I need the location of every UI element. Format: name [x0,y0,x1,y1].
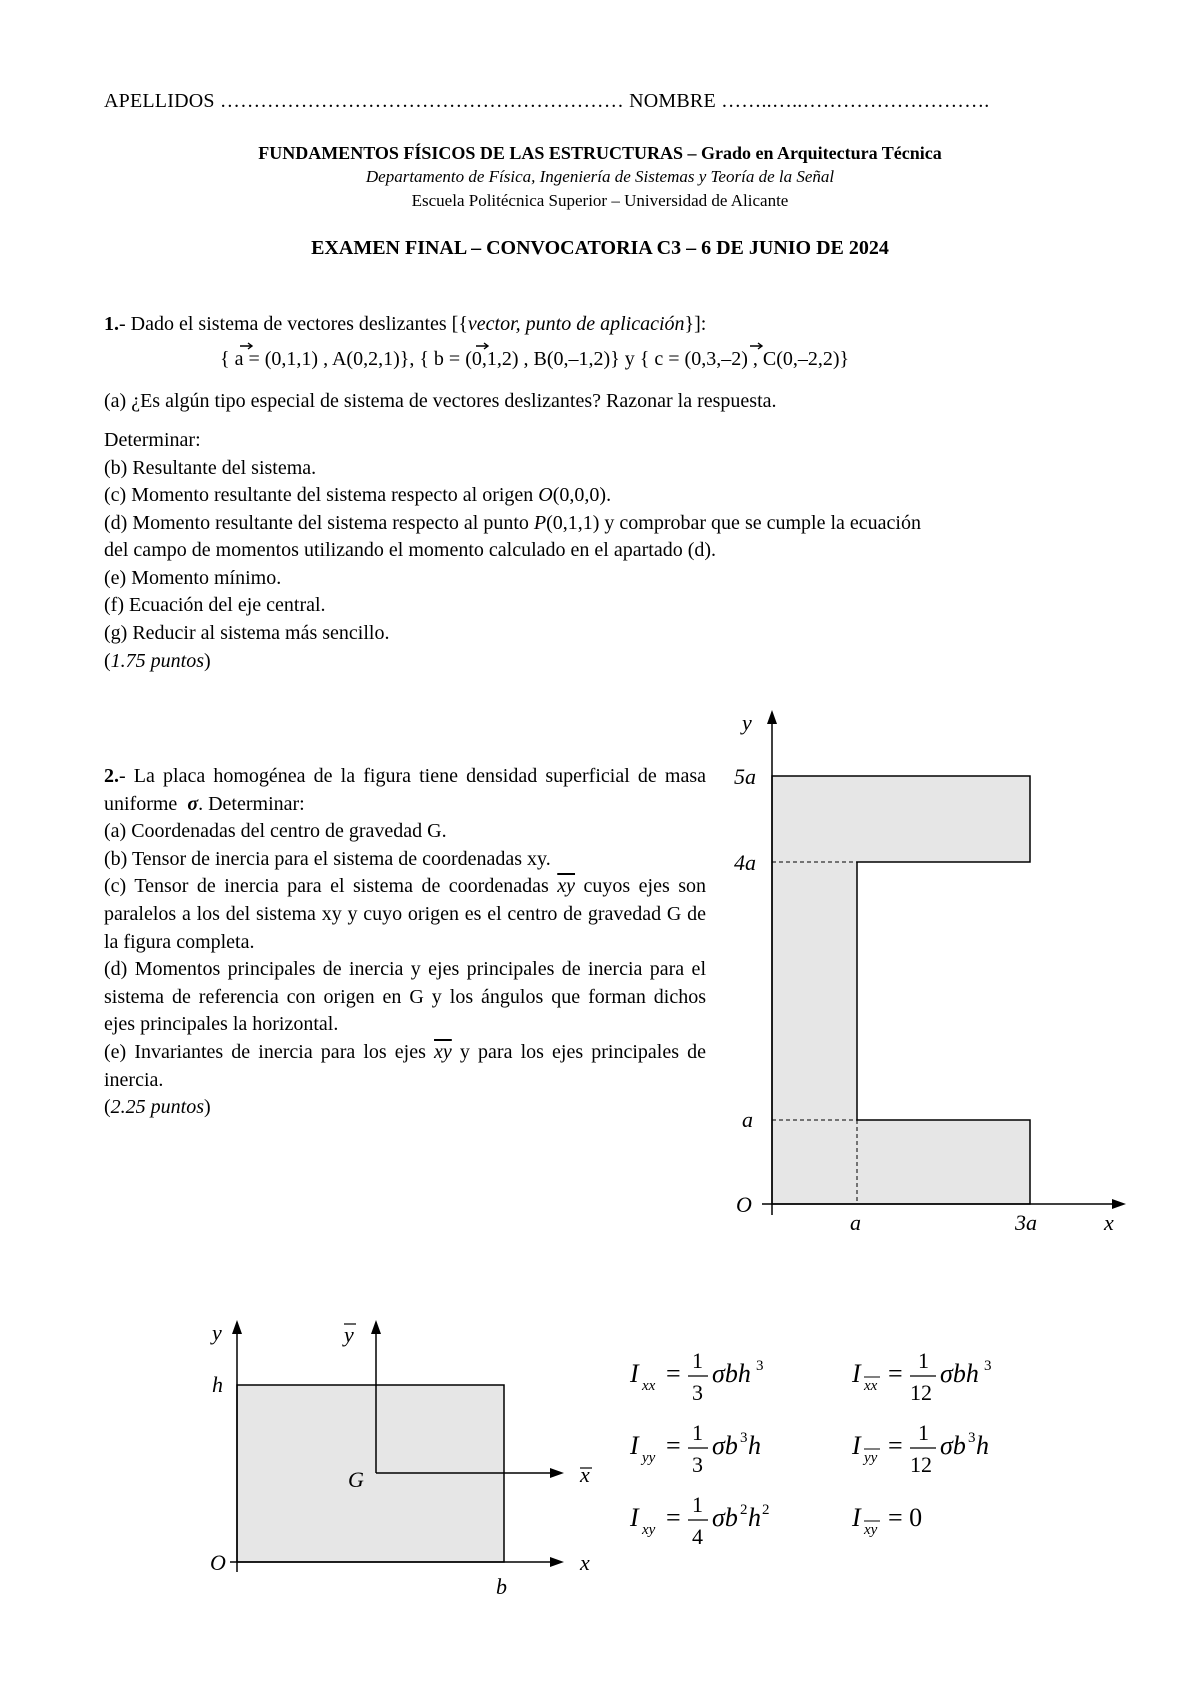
q1-part-d2: del campo de momentos utilizando el momento calculado en el apartado (d). [104,539,717,561]
q2-part-d: (d) Momentos principales de inercia y ejes principales de inercia para el sistema de referencia con origen en G y los ángulos que forman dichos ejes principales la horizontal. [104,958,706,1036]
apellidos-label: APELLIDOS [104,90,215,112]
svg-text:xy: xy [864,1522,878,1538]
svg-text:xx: xx [864,1378,878,1394]
y-axis-arrow-icon [767,710,777,724]
figure-rectangle [200,1310,610,1600]
svg-text:3: 3 [968,1430,976,1446]
svg-text:2: 2 [762,1502,770,1518]
arrow-a-icon [240,343,252,349]
svg-text:I: I [630,1503,639,1532]
q1-determine: Determinar: [104,429,201,451]
q1-part-e: (e) Momento mínimo. [104,567,282,589]
svg-text:I: I [852,1359,861,1388]
exam-title: EXAMEN FINAL – CONVOCATORIA C3 – 6 DE JUNIO DE 2024 [311,237,889,259]
svg-text:4: 4 [692,1524,703,1549]
fig1-a-x: a [850,1210,861,1235]
svg-text:1: 1 [692,1348,703,1373]
fig2-O-label: O [210,1550,226,1575]
svg-text:=: = [666,1359,681,1388]
nombre-label: NOMBRE [629,90,716,112]
formula-ixy-bar [851,1503,922,1538]
fig1-y-label: y [742,710,752,735]
q1-part-g: (g) Reducir al sistema más sencillo. [104,622,390,644]
svg-text:xy: xy [642,1522,656,1538]
fig2-h-label: h [212,1372,223,1397]
svg-text:I: I [852,1431,861,1460]
fig1-a-y: a [742,1107,753,1132]
svg-text:1: 1 [692,1492,703,1517]
q1-part-b: (b) Resultante del sistema. [104,457,317,479]
formula-ixx-bar [851,1348,992,1405]
nombre-dots: ……..…..………………………. [721,90,990,112]
apellidos-dots: …………………………………………………… [219,90,624,112]
formula-ixx [629,1348,764,1405]
svg-text:h: h [748,1503,761,1532]
formula-iyy-bar [851,1420,989,1477]
svg-text:3: 3 [692,1452,703,1477]
svg-text:1: 1 [692,1420,703,1445]
fig2-ybar-label: y [344,1322,354,1347]
q2-part-e1: (e) Invariantes de inercia para los ejes [104,1040,426,1063]
svg-text:xx: xx [642,1378,656,1394]
figure-c-plate [720,700,1130,1245]
svg-text:σb: σb [940,1431,966,1460]
q2-part-e2: y para los ejes principales de inercia. [104,1040,706,1091]
inertia-formulas [620,1340,1020,1570]
fig1-x-label: x [1104,1210,1114,1235]
name-line [104,88,989,115]
fig1-origin: O [736,1192,752,1217]
c-plate-shape [772,776,1030,1204]
q2-part-c2: cuyos ejes son paralelos a los del sistema xy y cuyo origen es el centro de gravedad G de la figura completa. [104,875,706,953]
svg-text:h: h [976,1431,989,1460]
fig1-3a: 3a [1015,1210,1037,1235]
svg-text:=: = [666,1503,681,1532]
q1-part-c: (c) Momento resultante del sistema respecto al origen O(0,0,0). [104,484,612,506]
q2-text: 2.- La placa homogénea de la figura tiene densidad superficial de masa uniforme σ. Determinar: (a) Coordenadas del centro de gravedad G. (b) Tensor de inercia para el sistema de coordenadas xy. (c) Tensor de inercia para el sistema de coordenadas $\overline{xy}$ cuyos ejes son paralelos a los del sistema xy y cuyo origen es el centro de gravedad G de la figura completa. (d) Momentos principales de inercia y ejes principales de inercia para el sistema de referencia con origen en G y los ángulos que forman dichos ejes principales la horizontal. (e) Invariantes de inercia para los ejes $\overline{xy}$ y para los ejes principales de inercia. (2.25 puntos) [104,765,706,1119]
department: Departamento de Física, Ingeniería de Sistemas y Teoría de la Señal [365,167,835,186]
svg-text:I: I [630,1359,639,1388]
svg-text:σbh: σbh [940,1359,979,1388]
svg-text:1: 1 [918,1420,929,1445]
fig2-y-arrow-icon [232,1320,242,1334]
school: Escuela Politécnica Superior – Universidad de Alicante [411,191,789,210]
fig2-x-label: x [580,1550,590,1575]
fig2-xbar-label: x [580,1462,590,1487]
q1-intro: 1.- Dado el sistema de vectores deslizantes [{vector, punto de aplicación}]: [104,313,707,335]
svg-text:3: 3 [740,1430,748,1446]
q2-points: 2.25 puntos [110,1096,205,1119]
svg-text:=: = [888,1359,903,1388]
svg-text:yy: yy [642,1450,656,1466]
fig2-b-label: b [496,1574,507,1599]
fig1-5a: 5a [734,764,756,789]
q1-part-f: (f) Ecuación del eje central. [104,594,326,616]
svg-text:σb: σb [712,1431,738,1460]
formula-iyy [629,1420,761,1477]
svg-text:σbh: σbh [712,1359,751,1388]
fig2-xbar-arrow-icon [550,1468,564,1478]
svg-text:3: 3 [692,1380,703,1405]
q1-part-d1: (d) Momento resultante del sistema respecto al punto P(0,1,1) y comprobar que se cumple la ecuación [104,512,921,534]
fig2-y-label: y [212,1320,222,1345]
arrow-c-icon [750,343,762,349]
course-title: FUNDAMENTOS FÍSICOS DE LAS ESTRUCTURAS – Grado en Arquitectura Técnica [258,143,942,163]
q2-part-a: (a) Coordenadas del centro de gravedad G. [104,820,447,843]
q2-part-c1: (c) Tensor de inercia para el sistema de coordenadas [104,875,549,898]
svg-text:=: = [666,1431,681,1460]
svg-text:I: I [852,1503,861,1532]
x-axis-arrow-icon [1112,1199,1126,1209]
svg-text:I: I [630,1431,639,1460]
svg-text:1: 1 [918,1348,929,1373]
svg-text:h: h [748,1431,761,1460]
q1-points: (1.75 puntos) [104,650,211,672]
vector-arrows [0,338,1200,352]
svg-text:= 0: = 0 [888,1503,923,1532]
q1-vectors: { a = (0,1,1) , A(0,2,1)}, { b = (0,1,2) , B(0,–1,2)} y { c = (0,3,–2) , C(0,–2,2)} [220,348,850,370]
svg-text:12: 12 [910,1452,932,1477]
svg-text:σb: σb [712,1503,738,1532]
q2-part-b: (b) Tensor de inercia para el sistema de coordenadas xy. [104,847,551,870]
svg-text:12: 12 [910,1380,932,1405]
svg-text:3: 3 [984,1358,992,1374]
fig2-G-label: G [348,1467,364,1492]
formula-ixy [629,1492,770,1549]
svg-text:=: = [888,1431,903,1460]
arrow-b-icon [476,343,488,349]
svg-text:2: 2 [740,1502,748,1518]
fig2-ybar-arrow-icon [371,1320,381,1334]
fig1-4a: 4a [734,850,756,875]
q1-part-a: (a) ¿Es algún tipo especial de sistema de vectores deslizantes? Razonar la respuesta. [104,390,777,412]
fig2-x-arrow-icon [550,1557,564,1567]
svg-text:3: 3 [756,1358,764,1374]
svg-text:yy: yy [864,1450,878,1466]
